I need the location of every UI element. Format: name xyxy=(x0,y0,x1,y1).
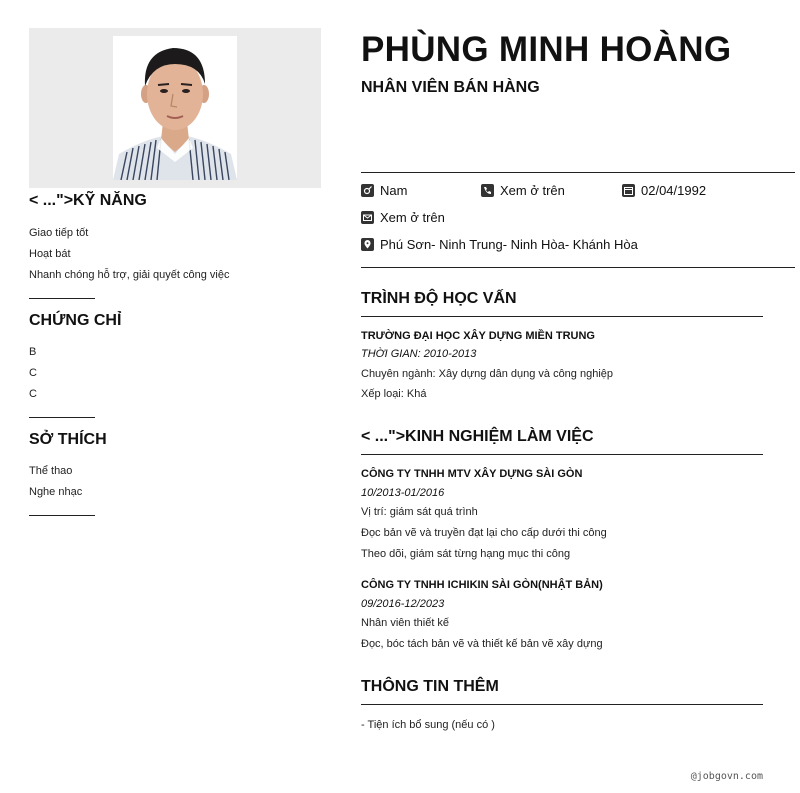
address-value: Phú Sơn- Ninh Trung- Ninh Hòa- Khánh Hòa xyxy=(380,237,638,252)
company-name: CÔNG TY TNHH MTV XÂY DỰNG SÀI GÒN xyxy=(361,468,583,480)
job-title: NHÂN VIÊN BÁN HÀNG xyxy=(361,79,540,96)
experience-title: < ...">KINH NGHIỆM LÀM VIỆC xyxy=(361,428,594,445)
email-value: Xem ở trên xyxy=(380,210,445,225)
study-period: THỜI GIAN: 2010-2013 xyxy=(361,348,477,360)
divider xyxy=(29,515,95,516)
job-period: 10/2013-01/2016 xyxy=(361,487,445,499)
hobbies-section xyxy=(29,431,107,498)
watermark: @jobgovn.com xyxy=(690,771,763,782)
certificate-item: C xyxy=(29,388,37,400)
company-name: CÔNG TY TNHH ICHIKIN SÀI GÒN(NHẬT BẢN) xyxy=(361,579,603,591)
left-column xyxy=(29,28,321,498)
certificates-section xyxy=(29,312,122,400)
gender-info xyxy=(361,183,407,198)
section-underline xyxy=(361,316,763,317)
location-pin-icon xyxy=(361,238,374,251)
job-detail: Theo dõi, giám sát từng hạng mục thi công xyxy=(361,548,571,560)
job-detail: Đọc bản vẽ và truyền đạt lại cho cấp dưới thi công xyxy=(361,527,607,539)
profile-photo xyxy=(113,36,237,180)
mail-icon xyxy=(361,211,374,224)
section-underline xyxy=(361,704,763,705)
email-info xyxy=(361,210,445,225)
divider xyxy=(361,267,795,268)
job-period: 09/2016-12/2023 xyxy=(361,598,445,610)
job-detail: Nhân viên thiết kế xyxy=(361,617,450,629)
major: Chuyên ngành: Xây dựng dân dụng và công nghiệp xyxy=(361,368,614,380)
skills-title: < ...">KỸ NĂNG xyxy=(29,192,147,209)
extra-title: THÔNG TIN THÊM xyxy=(361,678,499,695)
divider xyxy=(29,298,95,299)
certificate-item: C xyxy=(29,367,37,379)
job-detail: Vị trí: giám sát quá trình xyxy=(361,506,478,518)
address-info xyxy=(361,237,638,252)
gender-value: Nam xyxy=(380,183,408,198)
dob-info xyxy=(622,183,706,198)
hobbies-title: SỞ THÍCH xyxy=(29,431,107,448)
photo-frame xyxy=(29,28,321,188)
gender-icon xyxy=(361,184,374,197)
calendar-icon xyxy=(622,184,635,197)
section-underline xyxy=(361,454,763,455)
dob-value: 02/04/1992 xyxy=(641,183,707,198)
school-name: TRƯỜNG ĐẠI HỌC XÂY DỰNG MIỀN TRUNG xyxy=(361,330,595,342)
rank: Xếp loại: Khá xyxy=(361,388,427,400)
skill-item: Nhanh chóng hỗ trợ, giải quyết công việc xyxy=(29,269,230,281)
hobby-item: Nghe nhạc xyxy=(29,486,83,498)
divider xyxy=(361,172,795,173)
skill-item: Giao tiếp tốt xyxy=(29,227,89,239)
job-detail: Đọc, bóc tách bản vẽ và thiết kế bản vẽ xây dựng xyxy=(361,638,603,650)
skills-section xyxy=(29,192,230,281)
hobby-item: Thể thao xyxy=(29,465,73,477)
divider xyxy=(29,417,95,418)
candidate-name: PHÙNG MINH HOÀNG xyxy=(361,30,732,69)
certificates-title: CHỨNG CHỈ xyxy=(29,312,122,329)
phone-info xyxy=(481,183,565,198)
skill-item: Hoạt bát xyxy=(29,248,71,260)
education-title: TRÌNH ĐỘ HỌC VẤN xyxy=(361,290,517,307)
phone-value: Xem ở trên xyxy=(500,183,565,198)
certificate-item: B xyxy=(29,346,37,358)
extra-text: - Tiện ích bổ sung (nếu có ) xyxy=(361,719,495,731)
phone-icon xyxy=(481,184,494,197)
